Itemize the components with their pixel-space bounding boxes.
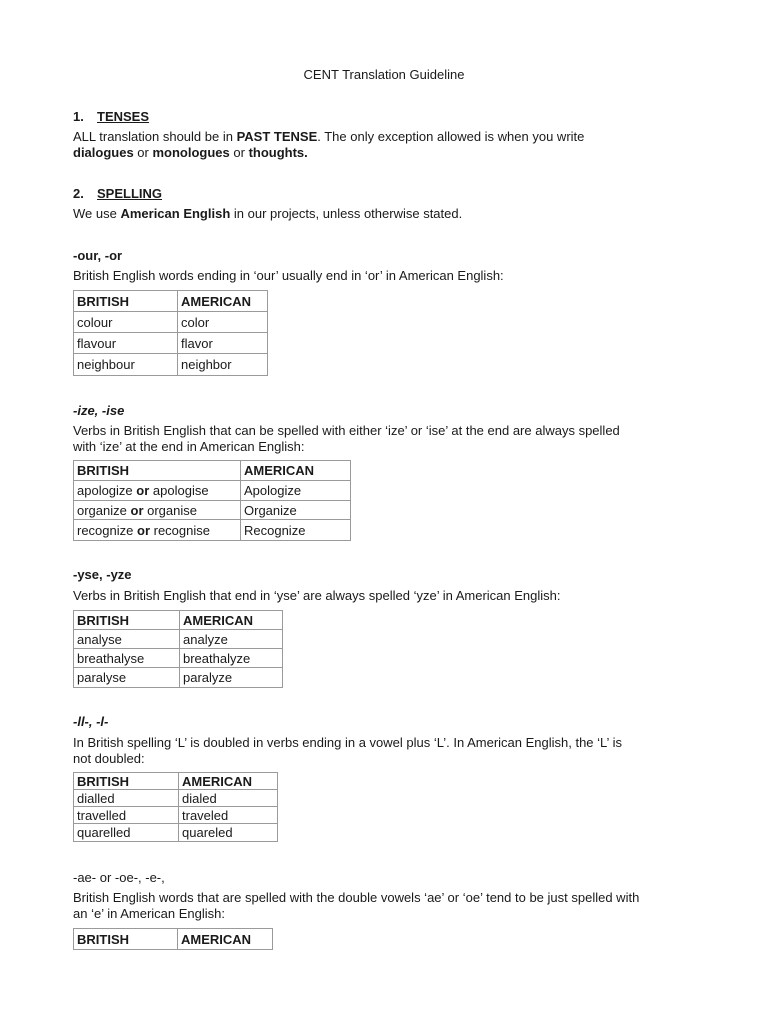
table-cell	[74, 481, 241, 501]
table-cell: paralyse	[74, 668, 180, 688]
table-row	[74, 501, 351, 520]
column-header: AMERICAN	[178, 291, 268, 312]
desc-line: not doubled:	[73, 751, 145, 766]
column-header: AMERICAN	[179, 773, 278, 790]
column-header: BRITISH	[74, 291, 178, 312]
table-cell: travelled	[74, 807, 179, 824]
column-header: BRITISH	[74, 929, 178, 950]
table-cell	[74, 501, 241, 520]
table-cell: flavor	[178, 333, 268, 354]
tenses-text: or	[229, 145, 249, 160]
or-word: or	[137, 522, 150, 538]
table-row	[74, 649, 283, 668]
column-header: AMERICAN	[180, 611, 283, 630]
column-header: AMERICAN	[178, 929, 273, 950]
table-header-row	[74, 773, 278, 790]
table-cell	[74, 520, 241, 541]
column-header: AMERICAN	[241, 461, 351, 481]
desc-line: In British spelling ‘L’ is doubled in verbs ending in a vowel plus ‘L’. In American English, the ‘L’ is	[73, 735, 622, 750]
column-header: BRITISH	[74, 461, 241, 481]
desc-line: British English words that are spelled with the double vowels ‘ae’ or ‘oe’ tend to be just spelled with	[73, 890, 640, 905]
table-header-row	[74, 611, 283, 630]
or-word: or	[136, 483, 150, 498]
subsection-desc-ll-l	[73, 735, 703, 767]
table-row	[74, 807, 278, 824]
subsection-desc-yse-yze: Verbs in British English that end in ‘yse’ are always spelled ‘yze’ in American English:	[73, 588, 561, 603]
table-row	[74, 520, 351, 541]
table-cell: color	[178, 312, 268, 333]
subsection-desc-ize-ise	[73, 423, 703, 455]
section-heading-spelling	[73, 186, 162, 201]
table-row	[74, 333, 268, 354]
spelling-variant: organise	[147, 502, 197, 518]
spelling-variant: recognise	[153, 522, 210, 538]
tenses-bold: dialogues	[73, 145, 134, 160]
table-cell: dialled	[74, 790, 179, 807]
table-cell: Recognize	[241, 520, 351, 541]
table-cell: quareled	[179, 824, 278, 842]
table-cell: neighbour	[74, 354, 178, 376]
section-title: TENSES	[97, 109, 150, 124]
table-cell: dialed	[179, 790, 278, 807]
table-cell: flavour	[74, 333, 178, 354]
spelling-bold: American English	[120, 206, 231, 221]
desc-line: an ‘e’ in American English:	[73, 906, 225, 921]
document-title: CENT Translation Guideline	[303, 67, 465, 82]
table-cell: Apologize	[241, 481, 351, 501]
spelling-text: in our projects, unless otherwise stated.	[230, 206, 463, 221]
table-ll-l	[73, 772, 278, 842]
subsection-desc-ae-oe	[73, 890, 703, 922]
table-header-row	[74, 291, 268, 312]
table-cell: Organize	[241, 501, 351, 520]
table-row	[74, 312, 268, 333]
spelling-paragraph	[73, 206, 703, 222]
desc-line: Verbs in British English that can be spelled with either ‘ize’ or ‘ise’ at the end are always spelled	[73, 423, 620, 438]
table-cell: analyze	[180, 630, 283, 649]
section-number: 2.	[73, 186, 84, 201]
tenses-text: ALL translation should be in	[73, 129, 237, 144]
table-yse-yze	[73, 610, 283, 688]
tenses-paragraph	[73, 129, 703, 161]
spelling-variant: recognize	[77, 522, 134, 538]
tenses-bold: thoughts.	[248, 145, 308, 160]
table-row	[74, 481, 351, 501]
table-row	[74, 790, 278, 807]
tenses-text: . The only exception allowed is when you write	[317, 129, 585, 144]
table-row	[74, 668, 283, 688]
table-cell: breathalyse	[74, 649, 180, 668]
spelling-variant: apologise	[152, 483, 209, 498]
subsection-title-ll-l: -ll-, -l-	[73, 714, 109, 729]
table-header-row	[74, 929, 273, 950]
section-title: SPELLING	[97, 186, 163, 201]
table-ae-oe	[73, 928, 273, 950]
table-cell: paralyze	[180, 668, 283, 688]
table-cell: analyse	[74, 630, 180, 649]
spelling-variant: apologize	[77, 483, 133, 498]
spelling-text: We use	[73, 206, 121, 221]
subsection-title-yse-yze: -yse, -yze	[73, 567, 132, 582]
subsection-desc-our-or: British English words ending in ‘our’ usually end in ‘or’ in American English:	[73, 268, 504, 283]
table-row	[74, 354, 268, 376]
table-row	[74, 824, 278, 842]
or-word: or	[130, 502, 144, 518]
subsection-title-ize-ise: -ize, -ise	[73, 403, 125, 418]
table-cell: neighbor	[178, 354, 268, 376]
column-header: BRITISH	[74, 773, 179, 790]
tenses-text: or	[133, 145, 153, 160]
tenses-bold: monologues	[152, 145, 230, 160]
subsection-title-our-or: -our, -or	[73, 248, 123, 263]
table-ize-ise	[73, 460, 351, 541]
table-header-row	[74, 461, 351, 481]
desc-line: with ‘ize’ at the end in American English:	[73, 439, 305, 454]
table-row	[74, 630, 283, 649]
section-number: 1.	[73, 109, 84, 124]
subsection-title-ae-oe: -ae- or -oe-, -e-,	[73, 870, 165, 885]
tenses-bold: PAST TENSE	[236, 129, 318, 144]
table-cell: breathalyze	[180, 649, 283, 668]
section-heading-tenses	[73, 109, 149, 124]
spelling-variant: organize	[77, 502, 127, 518]
table-cell: traveled	[179, 807, 278, 824]
table-cell: colour	[74, 312, 178, 333]
table-cell: quarelled	[74, 824, 179, 842]
column-header: BRITISH	[74, 611, 180, 630]
table-our-or	[73, 290, 268, 376]
